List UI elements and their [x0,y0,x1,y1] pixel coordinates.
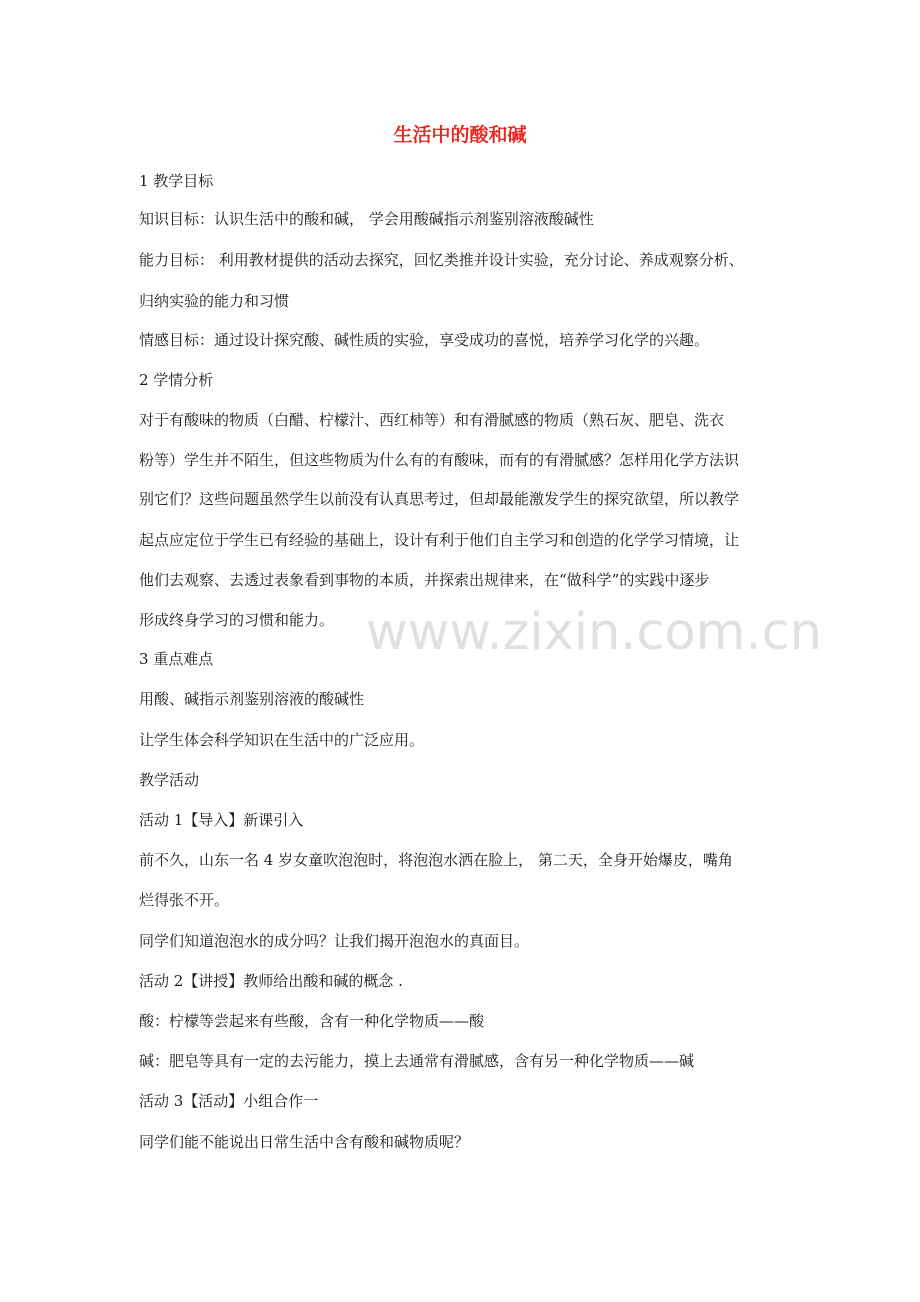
section-heading-objectives: 1 教学目标 [139,172,214,190]
section-heading-analysis: 2 学情分析 [139,371,214,389]
paragraph-line: 碱：肥皂等具有一定的去污能力，摸上去通常有滑腻感，含有另一种化学物质——碱 [139,1052,695,1070]
paragraph-line: 形成终身学习的习惯和能力。 [139,611,335,629]
section-heading-key-points: 3 重点难点 [139,650,214,668]
section-heading-activities: 教学活动 [139,771,200,789]
paragraph-line: 别它们？这些问题虽然学生以前没有认真思考过，但却最能激发学生的探究欲望，所以教学 [139,490,740,508]
activity-heading: 活动 1【导入】新课引入 [139,811,304,829]
paragraph-line: 同学们知道泡泡水的成分吗？让我们揭开泡泡水的真面目。 [139,932,530,950]
paragraph-line: 能力目标： 利用教材提供的活动去探究，回忆类推并设计实验，充分讨论、养成观察分析、 [139,251,744,269]
paragraph-line: 酸：柠檬等尝起来有些酸，含有一种化学物质——酸 [139,1012,485,1030]
activity-heading: 活动 3【活动】小组合作一 [139,1092,319,1110]
paragraph-line: 同学们能不能说出日常生活中含有酸和碱物质呢？ [139,1133,470,1151]
watermark: www.zixin.com.cn [366,603,822,662]
paragraph-line: 前不久，山东一名 4 岁女童吹泡泡时，将泡泡水洒在脸上， 第二天，全身开始爆皮，嘴角 [139,851,733,869]
activity-heading: 活动 2【讲授】教师给出酸和碱的概念 . [139,972,403,990]
paragraph-line: 对于有酸味的物质（白醋、柠檬汁、西红柿等）和有滑腻感的物质（熟石灰、肥皂、洗衣 [139,411,725,429]
paragraph-line: 让学生体会科学知识在生活中的广泛应用。 [139,731,425,749]
paragraph-line: 知识目标：认识生活中的酸和碱， 学会用酸碱指示剂鉴别溶液酸碱性 [139,210,594,228]
document-title: 生活中的酸和碱 [393,124,527,146]
paragraph-line: 情感目标：通过设计探究酸、碱性质的实验，享受成功的喜悦，培养学习化学的兴趣。 [139,331,710,349]
paragraph-line: 用酸、碱指示剂鉴别溶液的酸碱性 [139,690,365,708]
paragraph-line: 起点应定位于学生已有经验的基础上，设计有利于他们自主学习和创造的化学学习情境，让 [139,531,740,549]
paragraph-line: 烂得张不开。 [139,891,230,909]
paragraph-line: 粉等）学生并不陌生，但这些物质为什么有的有酸味，而有的有滑腻感？怎样用化学方法识 [139,451,740,469]
paragraph-line: 归纳实验的能力和习惯 [139,292,290,310]
paragraph-line: 他们去观察、去透过表象看到事物的本质，并探索出规律来，在“做科学”的实践中逐步 [139,571,710,589]
